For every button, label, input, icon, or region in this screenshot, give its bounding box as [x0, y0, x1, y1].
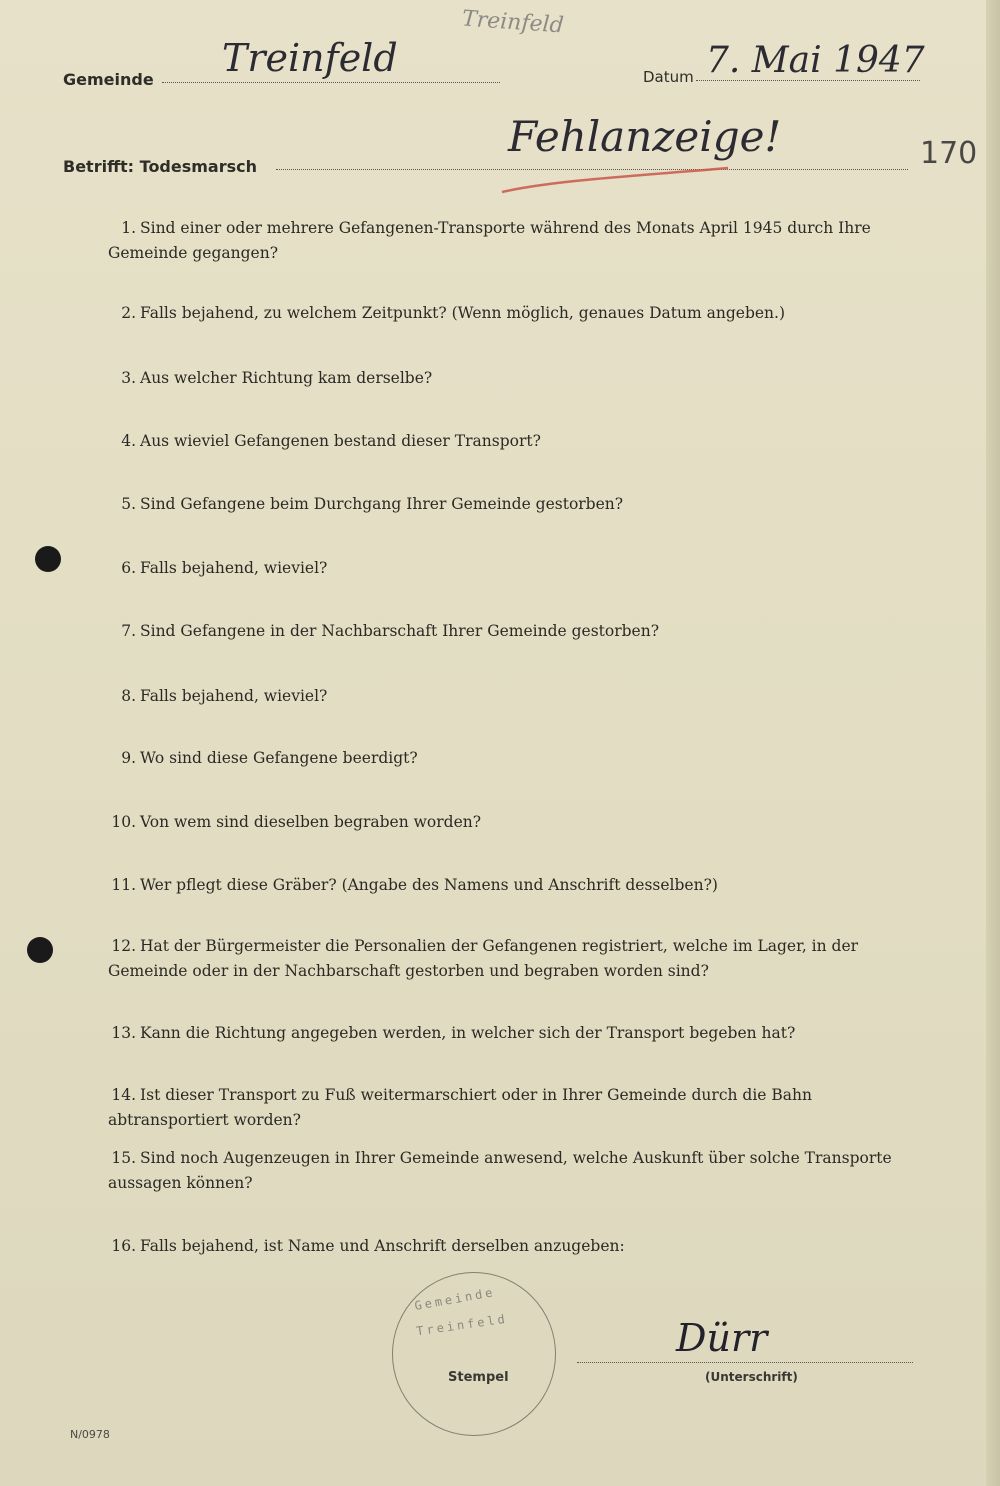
question-text: Aus wieviel Gefangenen bestand dieser Transport? — [140, 432, 541, 450]
question-text: Aus welcher Richtung kam derselbe? — [140, 369, 433, 387]
question-text: Falls bejahend, wieviel? — [140, 687, 328, 705]
punch-hole-icon — [27, 937, 53, 963]
question-number: 9. — [121, 749, 136, 767]
question-4 — [108, 429, 918, 454]
question-text: Wo sind diese Gefangene beerdigt? — [140, 749, 418, 767]
question-10 — [108, 810, 918, 835]
question-number: 11. — [111, 876, 136, 894]
betrifft-value: Fehlanzeige! — [508, 112, 782, 161]
question-13 — [108, 1021, 918, 1046]
file-number: 170 — [920, 136, 978, 171]
question-8 — [108, 684, 918, 709]
question-14 — [108, 1083, 918, 1133]
question-text: Hat der Bürgermeister die Personalien der Gefangenen registriert, welche im Lager, in der Gemeinde oder in der Nachbarschaft gestorben und begraben worden sind? — [108, 937, 859, 980]
question-text: Von wem sind dieselben begraben worden? — [140, 813, 482, 831]
question-number: 10. — [111, 813, 136, 831]
question-number: 5. — [121, 495, 136, 513]
question-number: 14. — [111, 1086, 136, 1104]
betrifft-label: Betrifft: Todesmarsch — [63, 157, 258, 176]
gemeinde-value: Treinfeld — [222, 36, 398, 80]
question-text: Falls bejahend, ist Name und Anschrift derselben anzugeben: — [140, 1237, 625, 1255]
question-number: 7. — [121, 622, 136, 640]
question-number: 12. — [111, 937, 136, 955]
question-2 — [108, 301, 918, 326]
question-number: 2. — [121, 304, 136, 322]
signature: Dürr — [676, 1316, 768, 1360]
signature-line — [577, 1362, 913, 1363]
signature-label: (Unterschrift) — [705, 1370, 798, 1384]
page-edge — [986, 0, 1000, 1486]
gemeinde-label: Gemeinde — [63, 70, 154, 89]
question-12 — [108, 934, 918, 984]
question-number: 4. — [121, 432, 136, 450]
question-number: 15. — [111, 1149, 136, 1167]
pencil-note: Treinfeld — [461, 6, 565, 39]
question-text: Sind Gefangene in der Nachbarschaft Ihrer Gemeinde gestorben? — [140, 622, 660, 640]
question-text: Sind Gefangene beim Durchgang Ihrer Gemeinde gestorben? — [140, 495, 624, 513]
question-text: Falls bejahend, wieviel? — [140, 559, 328, 577]
question-16 — [108, 1234, 918, 1259]
red-underline — [496, 160, 736, 200]
question-6 — [108, 556, 918, 581]
question-5 — [108, 492, 918, 517]
punch-hole-icon — [35, 546, 61, 572]
question-text: Ist dieser Transport zu Fuß weitermarschiert oder in Ihrer Gemeinde durch die Bahn abtransportiert worden? — [108, 1086, 812, 1129]
question-number: 6. — [121, 559, 136, 577]
gemeinde-line — [162, 82, 500, 83]
stamp-text-gemeinde: Gemeinde — [413, 1285, 497, 1313]
question-text: Sind noch Augenzeugen in Ihrer Gemeinde anwesend, welche Auskunft über solche Transporte aussagen können? — [108, 1149, 892, 1192]
stamp-label: Stempel — [448, 1370, 509, 1385]
question-1 — [108, 216, 918, 266]
question-11 — [108, 873, 918, 898]
stamp-text-treinfeld: Treinfeld — [415, 1311, 509, 1339]
question-number: 8. — [121, 687, 136, 705]
question-15 — [108, 1146, 918, 1196]
form-code: N/0978 — [70, 1428, 110, 1441]
datum-label: Datum — [643, 68, 694, 86]
question-3 — [108, 366, 918, 391]
question-9 — [108, 746, 918, 771]
question-text: Sind einer oder mehrere Gefangenen-Transporte während des Monats April 1945 durch Ihre Gemeinde gegangen? — [108, 219, 871, 262]
question-number: 16. — [111, 1237, 136, 1255]
question-text: Wer pflegt diese Gräber? (Angabe des Namens und Anschrift desselben?) — [140, 876, 718, 894]
question-7 — [108, 619, 918, 644]
question-number: 1. — [121, 219, 136, 237]
question-text: Kann die Richtung angegeben werden, in welcher sich der Transport begeben hat? — [140, 1024, 796, 1042]
question-text: Falls bejahend, zu welchem Zeitpunkt? (Wenn möglich, genaues Datum angeben.) — [140, 304, 785, 322]
datum-value: 7. Mai 1947 — [706, 40, 925, 81]
question-number: 13. — [111, 1024, 136, 1042]
question-number: 3. — [121, 369, 136, 387]
